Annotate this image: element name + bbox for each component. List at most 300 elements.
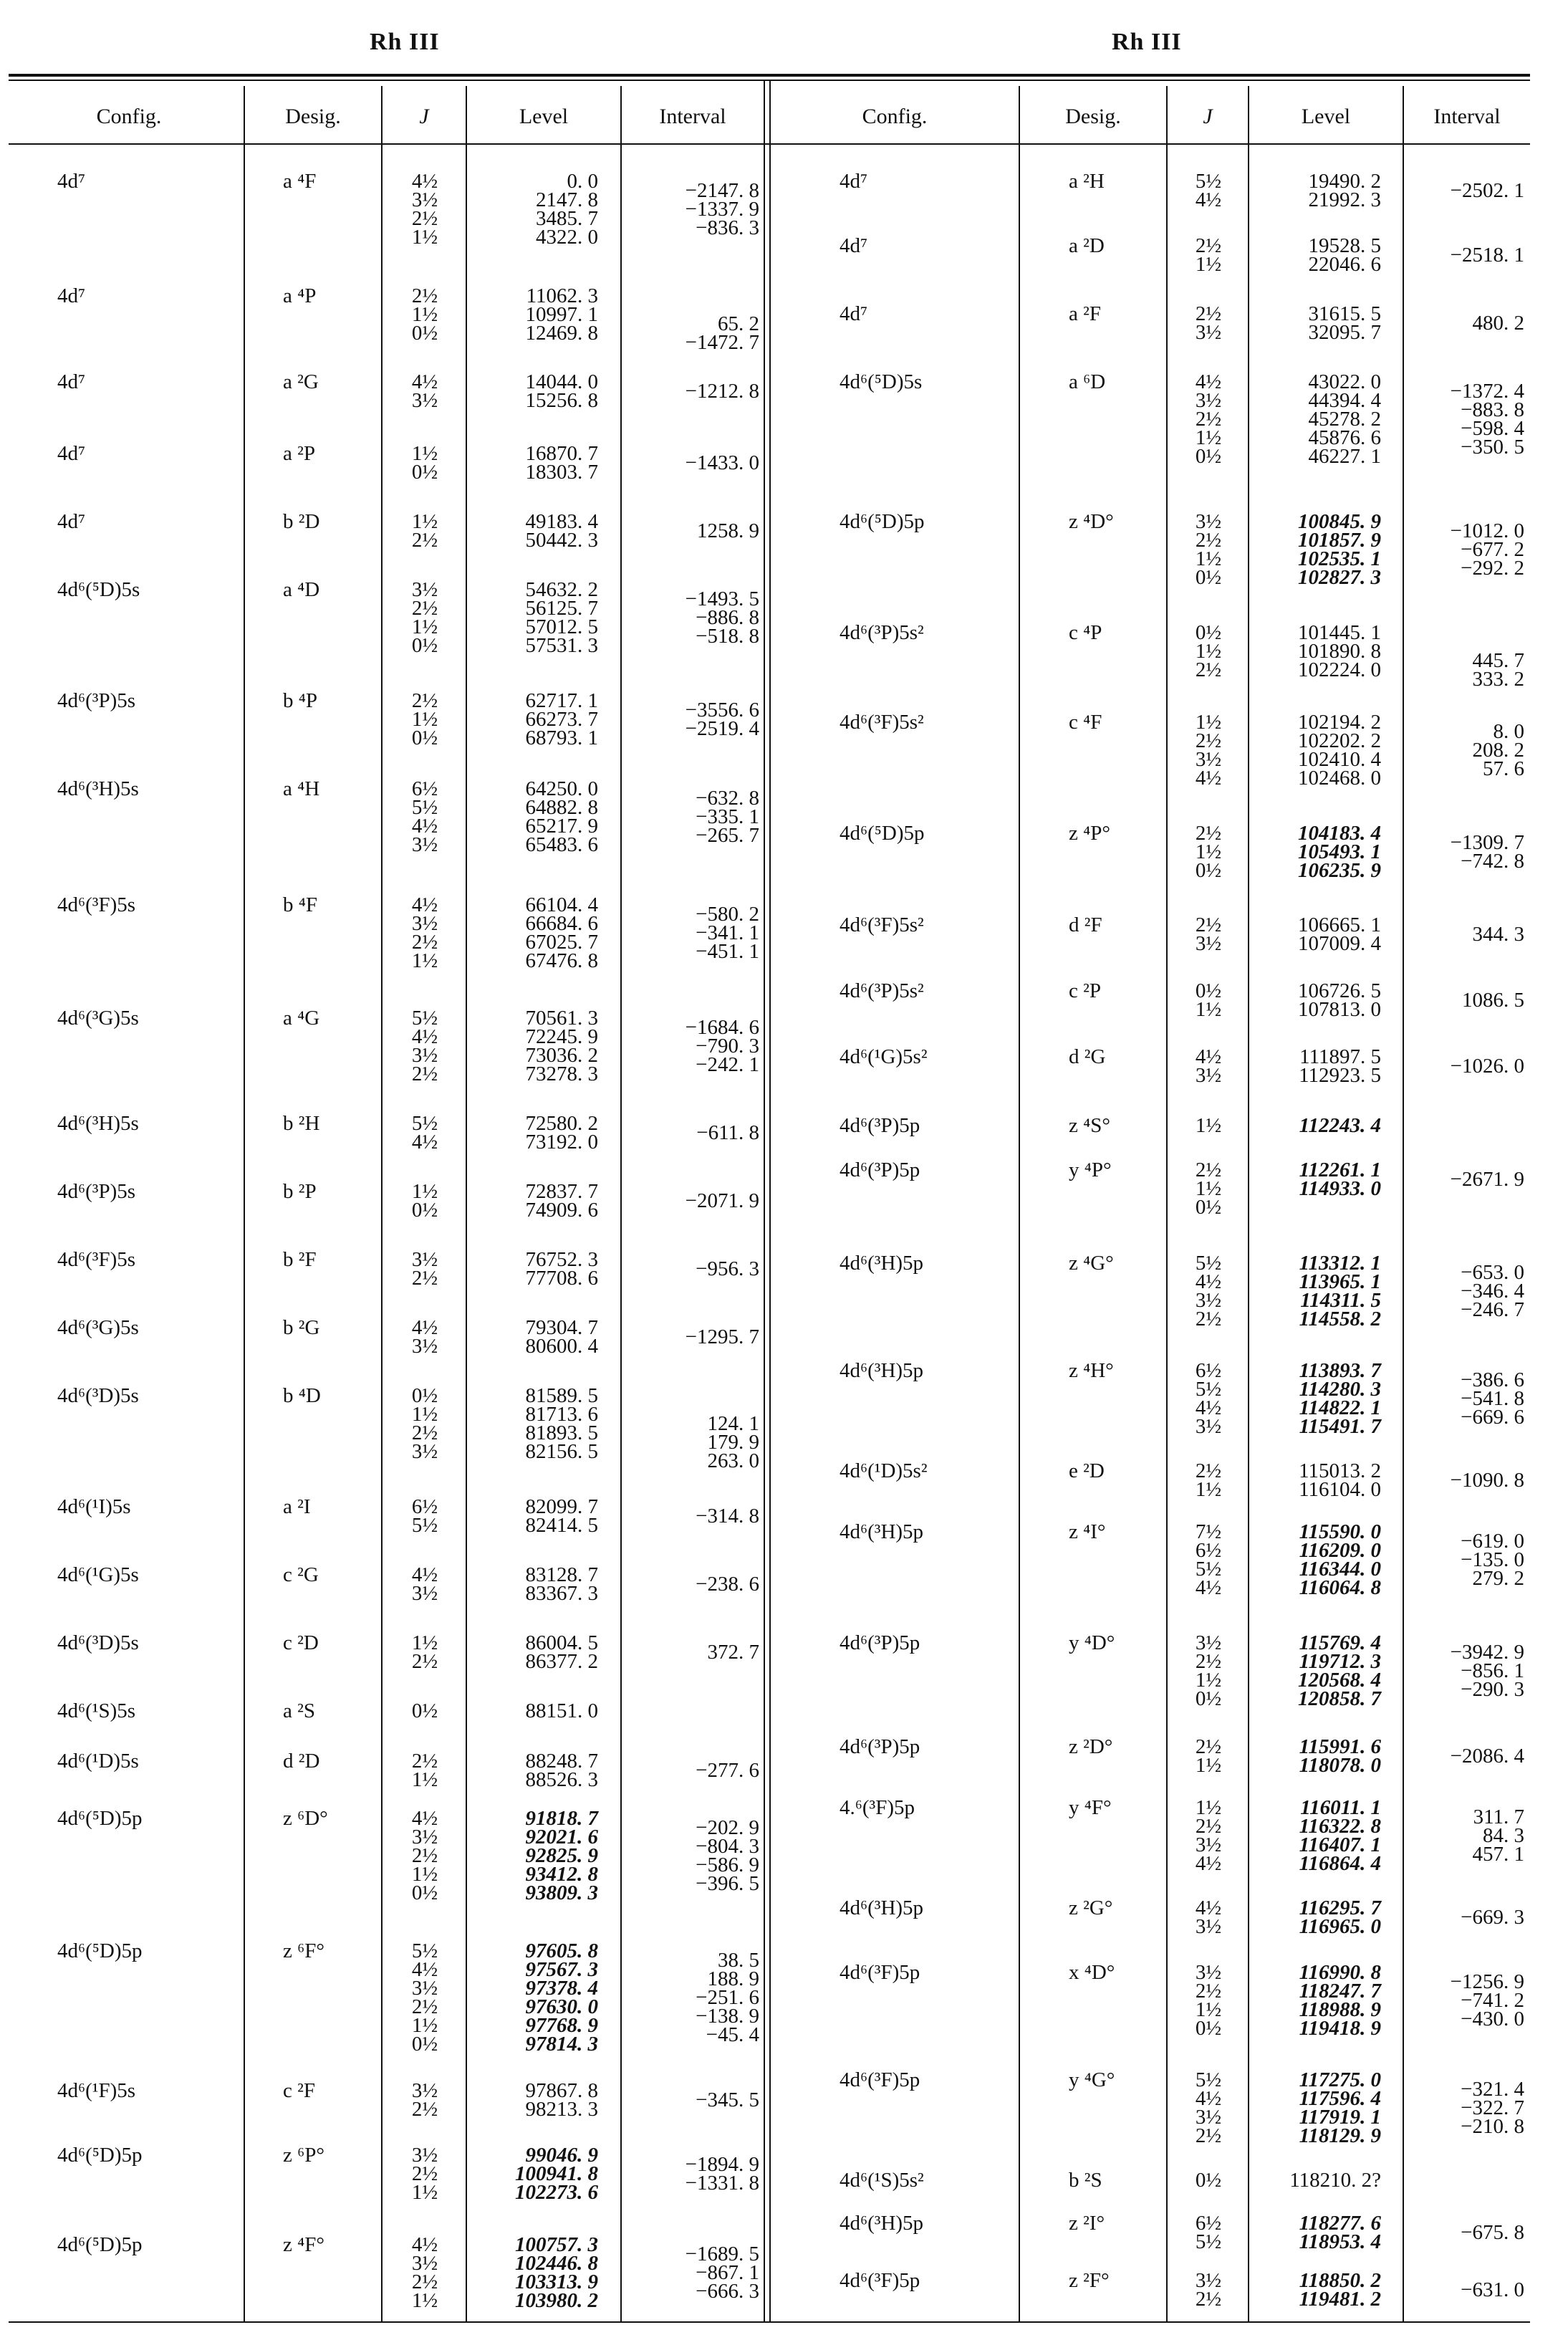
j-value: 1½: [411, 949, 438, 972]
config-cell: 4.⁶(³F)5p: [840, 1796, 915, 1819]
config-cell: 4d⁶(³P)5p: [840, 1159, 920, 1181]
col-line-9: [1403, 86, 1404, 2321]
config-cell: 4d⁶(⁵D)5p: [57, 1807, 143, 1830]
level-value: 115013. 2: [1299, 1459, 1381, 1482]
level-value: 116864. 4: [1299, 1852, 1381, 1875]
level-value: 114311. 5: [1300, 1289, 1381, 1312]
j-value: 7½: [1195, 1520, 1222, 1543]
j-value: 1½: [411, 1863, 438, 1886]
j-value: 2½: [411, 529, 438, 552]
level-cell: [462, 442, 598, 484]
interval-value: −138. 9: [696, 2005, 759, 2028]
desig-cell: b ²D: [283, 510, 320, 533]
level-value: 44394. 4: [1308, 389, 1381, 412]
level-cell: [462, 1497, 598, 1535]
j-value: 4½: [1195, 1896, 1222, 1919]
level-value: 57012. 5: [525, 615, 598, 638]
interval-cell: [645, 451, 759, 474]
j-value: 0½: [1195, 621, 1222, 644]
j-value: 3½: [1195, 389, 1222, 412]
level-value: 104183. 4: [1298, 822, 1381, 845]
j-cell: [1169, 623, 1248, 679]
j-value: 2½: [1195, 913, 1222, 936]
config-cell: 4d⁶(³P)5s: [57, 689, 136, 712]
level-value: 88248. 7: [525, 1750, 598, 1773]
desig-cell: z ²D°: [1069, 1735, 1113, 1758]
j-value: 1½: [1195, 840, 1222, 863]
config-cell: 4d⁷: [840, 302, 868, 325]
config-cell: 4d⁷: [57, 510, 86, 533]
interval-cell: [645, 590, 759, 646]
interval-value: −322. 7: [1461, 2096, 1524, 2119]
desig-cell: z ⁴I°: [1069, 1520, 1106, 1543]
j-value: 4½: [411, 1563, 438, 1586]
interval-value: −1894. 9: [685, 2153, 759, 2176]
col-line-2: [381, 86, 383, 2321]
interval-cell: [645, 296, 759, 352]
level-value: 101857. 9: [1298, 529, 1381, 552]
interval-value: −2071. 9: [685, 1189, 759, 1212]
desig-cell: a ²I: [283, 1495, 311, 1518]
j-value: 2½: [411, 1844, 438, 1867]
j-value: 1½: [1195, 640, 1222, 663]
config-cell: 4d⁶(¹G)5s: [57, 1563, 139, 1586]
config-cell: 4d⁶(³H)5p: [840, 1359, 924, 1382]
level-value: 114822. 1: [1299, 1396, 1381, 1419]
level-value: 118850. 2: [1299, 2269, 1381, 2292]
level-value: 97814. 3: [525, 2033, 598, 2056]
j-value: 0½: [411, 1699, 438, 1722]
j-value: 4½: [411, 893, 438, 916]
level-cell: [462, 1318, 598, 1356]
interval-value: 457. 1: [1472, 1843, 1524, 1866]
config-cell: 4d⁶(³F)5p: [840, 2269, 920, 2292]
level-value: 100757. 3: [515, 2233, 598, 2256]
j-value: 3½: [411, 389, 438, 412]
level-value: 22046. 6: [1308, 253, 1381, 276]
level-cell: [1245, 2171, 1381, 2190]
interval-cell: [645, 1951, 759, 2044]
level-value: 116104. 0: [1299, 1478, 1381, 1501]
level-cell: [1245, 979, 1381, 1021]
desig-cell: z ²F°: [1069, 2269, 1110, 2292]
j-cell: [385, 1565, 464, 1603]
j-value: 3½: [1195, 2269, 1222, 2292]
j-value: 3½: [411, 1335, 438, 1358]
config-cell: 4d⁶(³F)5s²: [840, 913, 924, 936]
interval-cell: [1410, 1532, 1524, 1588]
j-cell: [1169, 1361, 1248, 1436]
col-line-7: [1166, 86, 1168, 2321]
interval-value: −886. 8: [696, 606, 759, 629]
desig-cell: z ²I°: [1069, 2212, 1105, 2235]
j-value: 4½: [1195, 1045, 1222, 1068]
level-value: 73278. 3: [525, 1063, 598, 1085]
interval-value: −836. 3: [696, 216, 759, 239]
level-value: 10997. 1: [525, 303, 598, 326]
interval-value: −202. 9: [696, 1816, 759, 1839]
level-cell: [1245, 1116, 1381, 1135]
interval-cell: [645, 1325, 759, 1348]
level-value: 88151. 0: [525, 1699, 598, 1722]
interval-cell: [1410, 1972, 1524, 2028]
desig-cell: d ²D: [283, 1750, 320, 1773]
j-cell: [1169, 1254, 1248, 1328]
config-cell: 4d⁶(³H)5p: [840, 1252, 924, 1275]
j-cell: [385, 1497, 464, 1535]
interval-value: 333. 2: [1472, 668, 1524, 691]
j-cell: [385, 1180, 464, 1222]
j-cell: [1169, 1047, 1248, 1085]
j-value: 4½: [411, 815, 438, 838]
j-value: 2½: [1195, 2124, 1222, 2147]
j-value: 0½: [1195, 2017, 1222, 2040]
level-value: 112243. 4: [1299, 1114, 1381, 1137]
desig-cell: c ²G: [283, 1563, 319, 1586]
level-value: 106726. 5: [1298, 979, 1381, 1002]
level-value: 14044. 0: [525, 370, 598, 393]
level-cell: [1245, 1522, 1381, 1597]
j-value: 1½: [411, 1403, 438, 1426]
level-value: 19490. 2: [1308, 170, 1381, 193]
config-cell: 4d⁶(⁵D)5p: [57, 2144, 143, 2167]
desig-cell: a ²P: [283, 442, 315, 465]
bottom-rule: [9, 2321, 1530, 2323]
level-value: 116064. 8: [1299, 1576, 1381, 1599]
desig-cell: y ⁴P°: [1069, 1159, 1112, 1181]
level-cell: [462, 580, 598, 655]
j-value: 0½: [1195, 1196, 1222, 1219]
j-value: 4½: [1195, 767, 1222, 790]
interval-value: 1086. 5: [1462, 989, 1524, 1012]
desig-cell: a ⁴H: [283, 777, 320, 800]
desig-cell: a ⁴P: [283, 284, 317, 307]
config-cell: 4d⁶(³F)5s: [57, 893, 136, 916]
j-value: 3½: [1195, 748, 1222, 771]
interval-value: 263. 0: [707, 1449, 759, 1472]
j-value: 4½: [411, 1807, 438, 1830]
level-cell: [462, 2235, 598, 2310]
level-value: 73192. 0: [525, 1131, 598, 1154]
interval-value: −598. 4: [1461, 417, 1524, 440]
j-value: 3½: [1195, 1415, 1222, 1438]
interval-cell: [645, 1761, 759, 1780]
desig-cell: a ⁴F: [283, 170, 317, 193]
interval-cell: [645, 2153, 759, 2195]
j-cell: [1169, 304, 1248, 342]
desig-cell: a ²D: [1069, 234, 1105, 257]
interval-value: −346. 4: [1461, 1280, 1524, 1303]
level-value: 21992. 3: [1308, 188, 1381, 211]
interval-value: −335. 1: [696, 805, 759, 828]
interval-value: −251. 6: [696, 1986, 759, 2009]
j-value: 2½: [411, 284, 438, 307]
desig-cell: c ²P: [1069, 979, 1101, 1002]
config-cell: 4d⁶(³F)5p: [840, 2068, 920, 2091]
interval-value: −804. 3: [696, 1835, 759, 1858]
level-value: 113893. 7: [1299, 1359, 1381, 1382]
config-cell: 4d⁶(⁵D)5p: [57, 2233, 143, 2256]
j-cell: [1169, 1161, 1248, 1217]
header-j-right: J: [1203, 105, 1213, 128]
interval-value: −314. 8: [696, 1505, 759, 1528]
interval-cell: [645, 1018, 759, 1074]
level-value: 97378. 4: [525, 1977, 598, 2000]
j-value: 5½: [1195, 170, 1222, 193]
j-cell: [1169, 711, 1248, 790]
j-value: 0½: [1195, 445, 1222, 468]
j-cell: [385, 1752, 464, 1789]
j-value: 2½: [411, 1650, 438, 1673]
config-cell: 4d⁷: [57, 370, 86, 393]
j-value: 3½: [411, 2252, 438, 2275]
level-value: 66273. 7: [525, 708, 598, 731]
level-value: 73036. 2: [525, 1044, 598, 1067]
level-cell: [462, 1112, 598, 1154]
j-value: 3½: [411, 2144, 438, 2167]
level-value: 56125. 7: [525, 597, 598, 620]
j-value: 1½: [411, 510, 438, 533]
interval-value: −1493. 5: [685, 588, 759, 610]
interval-value: −265. 7: [696, 824, 759, 847]
j-value: 2½: [411, 689, 438, 712]
desig-cell: a ⁶D: [1069, 370, 1106, 393]
interval-cell: [645, 1818, 759, 1893]
desig-cell: z ⁶F°: [283, 1939, 324, 1962]
header-desig-left: Desig.: [285, 105, 341, 128]
level-value: 0. 0: [567, 170, 598, 193]
j-value: 1½: [411, 2289, 438, 2312]
level-cell: [462, 1752, 598, 1789]
desig-cell: a ²H: [1069, 170, 1105, 193]
j-cell: [385, 1699, 464, 1722]
j-cell: [385, 370, 464, 412]
level-value: 118988. 9: [1299, 1998, 1381, 2021]
interval-value: −742. 8: [1461, 850, 1524, 873]
interval-value: 311. 7: [1473, 1805, 1524, 1828]
interval-value: −518. 8: [696, 625, 759, 648]
center-line-b: [769, 81, 771, 2321]
config-cell: 4d⁶(¹S)5s: [57, 1699, 136, 1722]
header-config-left: Config.: [96, 105, 162, 128]
config-cell: 4d⁶(⁵D)5s: [57, 578, 140, 601]
j-value: 1½: [411, 615, 438, 638]
level-value: 91818. 7: [525, 1807, 598, 1830]
interval-cell: [1410, 833, 1524, 871]
level-value: 62717. 1: [525, 689, 598, 712]
interval-value: −1309. 7: [1450, 831, 1524, 854]
j-value: 2½: [411, 2270, 438, 2293]
level-value: 118277. 6: [1299, 2212, 1381, 2235]
config-cell: 4d⁶(¹D)5s: [57, 1750, 139, 1773]
j-value: 4½: [1195, 1396, 1222, 1419]
level-value: 80600. 4: [525, 1335, 598, 1358]
level-value: 116295. 7: [1299, 1896, 1381, 1919]
level-value: 115590. 0: [1299, 1520, 1381, 1543]
interval-cell: [645, 1257, 759, 1280]
level-value: 120858. 7: [1298, 1687, 1381, 1710]
interval-value: −2147. 8: [685, 179, 759, 202]
col-line-6: [1019, 86, 1020, 2321]
config-cell: 4d⁶(⁵D)5p: [840, 822, 925, 845]
j-value: 5½: [1195, 1252, 1222, 1275]
interval-value: 38. 5: [718, 1949, 759, 1972]
interval-value: −292. 2: [1461, 557, 1524, 580]
config-cell: 4d⁶(³D)5s: [57, 1631, 139, 1654]
j-value: 3½: [1195, 932, 1222, 955]
level-value: 119418. 9: [1299, 2017, 1381, 2040]
level-value: 72837. 7: [525, 1180, 598, 1203]
j-value: 3½: [411, 912, 438, 935]
desig-cell: a ²S: [283, 1699, 315, 1722]
j-cell: [385, 284, 464, 345]
interval-cell: [1410, 312, 1524, 335]
interval-cell: [1410, 633, 1524, 689]
level-cell: [462, 2081, 598, 2119]
interval-cell: [1410, 2080, 1524, 2136]
j-value: 5½: [1195, 2230, 1222, 2253]
config-cell: 4d⁶(³H)5s: [57, 1112, 139, 1135]
j-value: 3½: [411, 1582, 438, 1605]
desig-cell: z ⁶D°: [283, 1807, 328, 1830]
interval-value: −1026. 0: [1450, 1055, 1524, 1078]
j-cell: [1169, 370, 1248, 468]
level-value: 67476. 8: [525, 949, 598, 972]
desig-cell: z ⁶P°: [283, 2144, 324, 2167]
interval-value: −580. 2: [696, 903, 759, 926]
j-value: 2½: [411, 1063, 438, 1085]
level-value: 31615. 5: [1308, 302, 1381, 325]
level-cell: [462, 1809, 598, 1902]
desig-cell: z ⁴P°: [1069, 822, 1110, 845]
interval-value: −277. 6: [696, 1759, 759, 1782]
interval-value: −135. 0: [1461, 1548, 1524, 1571]
j-cell: [385, 2081, 464, 2119]
level-value: 116011. 1: [1300, 1796, 1381, 1819]
level-value: 102224. 0: [1298, 658, 1381, 681]
level-value: 101890. 8: [1298, 640, 1381, 663]
level-value: 86377. 2: [525, 1650, 598, 1673]
j-value: 0½: [1195, 859, 1222, 882]
interval-cell: [1410, 1745, 1524, 1768]
header-desig-right: Desig.: [1065, 105, 1121, 128]
j-value: 1½: [1195, 426, 1222, 449]
j-value: 6½: [411, 1495, 438, 1518]
j-cell: [1169, 1963, 1248, 2038]
level-value: 93809. 3: [525, 1881, 598, 1904]
level-cell: [1245, 1361, 1381, 1436]
level-cell: [462, 1248, 598, 1290]
interval-value: −666. 3: [696, 2280, 759, 2303]
j-value: 2½: [411, 2098, 438, 2121]
level-cell: [462, 2146, 598, 2202]
level-value: 11062. 3: [526, 284, 598, 307]
j-value: 4½: [1195, 2087, 1222, 2110]
config-cell: 4d⁶(¹F)5s: [57, 2079, 136, 2102]
config-cell: 4d⁶(¹G)5s²: [840, 1045, 928, 1068]
j-cell: [385, 2235, 464, 2310]
j-cell: [385, 1386, 464, 1461]
interval-value: −790. 3: [696, 1035, 759, 1058]
j-value: 0½: [1195, 979, 1222, 1002]
level-cell: [1245, 1631, 1381, 1710]
interval-cell: [645, 2245, 759, 2301]
j-value: 3½: [411, 833, 438, 856]
j-value: 3½: [1195, 510, 1222, 533]
level-value: 102194. 2: [1298, 711, 1381, 734]
desig-cell: c ²F: [283, 2079, 315, 2102]
level-value: 66104. 4: [525, 893, 598, 916]
level-value: 50442. 3: [525, 529, 598, 552]
j-cell: [1169, 1737, 1248, 1775]
j-value: 1½: [1195, 998, 1222, 1021]
level-value: 76752. 3: [525, 1248, 598, 1271]
level-value: 97768. 9: [525, 2014, 598, 2037]
level-cell: [1245, 2068, 1381, 2147]
interval-value: −345. 5: [696, 2089, 759, 2111]
j-value: 1½: [1195, 711, 1222, 734]
interval-value: 179. 9: [707, 1431, 759, 1454]
level-cell: [1245, 370, 1381, 468]
j-value: 1½: [1195, 547, 1222, 570]
page-title-right: Rh III: [1112, 29, 1182, 55]
level-value: 4322. 0: [536, 226, 598, 249]
desig-cell: a ²G: [283, 370, 319, 393]
j-value: 0½: [411, 322, 438, 345]
level-value: 49183. 4: [525, 510, 598, 533]
desig-cell: b ²H: [283, 1112, 320, 1135]
level-cell: [1245, 1459, 1381, 1501]
interval-cell: [645, 1505, 759, 1528]
config-cell: 4d⁷: [57, 284, 86, 307]
j-value: 2½: [411, 1267, 438, 1290]
j-cell: [385, 442, 464, 484]
header-interval-left: Interval: [659, 105, 726, 128]
desig-cell: a ⁴G: [283, 1007, 320, 1030]
interval-value: 84. 3: [1483, 1824, 1524, 1847]
level-value: 118210. 2?: [1289, 2169, 1381, 2192]
j-value: 0½: [411, 2033, 438, 2056]
level-value: 66684. 6: [525, 912, 598, 935]
j-cell: [385, 1631, 464, 1673]
level-cell: [462, 170, 598, 249]
config-cell: 4d⁷: [57, 170, 86, 193]
top-rule-thick: [9, 74, 1530, 77]
level-cell: [1245, 623, 1381, 679]
desig-cell: z ⁴S°: [1069, 1114, 1110, 1137]
interval-value: −741. 2: [1461, 1989, 1524, 2012]
j-value: 2½: [1195, 1735, 1222, 1758]
j-value: 1½: [1195, 1114, 1222, 1137]
j-value: 2½: [1195, 529, 1222, 552]
j-value: 0½: [411, 461, 438, 484]
interval-value: −3942. 9: [1450, 1641, 1524, 1664]
interval-cell: [645, 1641, 759, 1664]
level-value: 83367. 3: [525, 1582, 598, 1605]
interval-cell: [1410, 1170, 1524, 1189]
level-cell: [1245, 172, 1381, 209]
level-value: 81589. 5: [525, 1384, 598, 1407]
j-value: 2½: [411, 1421, 438, 1444]
j-value: 3½: [1195, 321, 1222, 344]
config-cell: 4d⁶(³G)5s: [57, 1007, 139, 1030]
interval-value: −1256. 9: [1450, 1970, 1524, 1993]
level-value: 118247. 7: [1299, 1980, 1381, 2003]
interval-value: −631. 0: [1461, 2278, 1524, 2301]
desig-cell: z ⁴D°: [1069, 510, 1114, 533]
j-value: 1½: [1195, 1796, 1222, 1819]
level-value: 116965. 0: [1299, 1915, 1381, 1938]
